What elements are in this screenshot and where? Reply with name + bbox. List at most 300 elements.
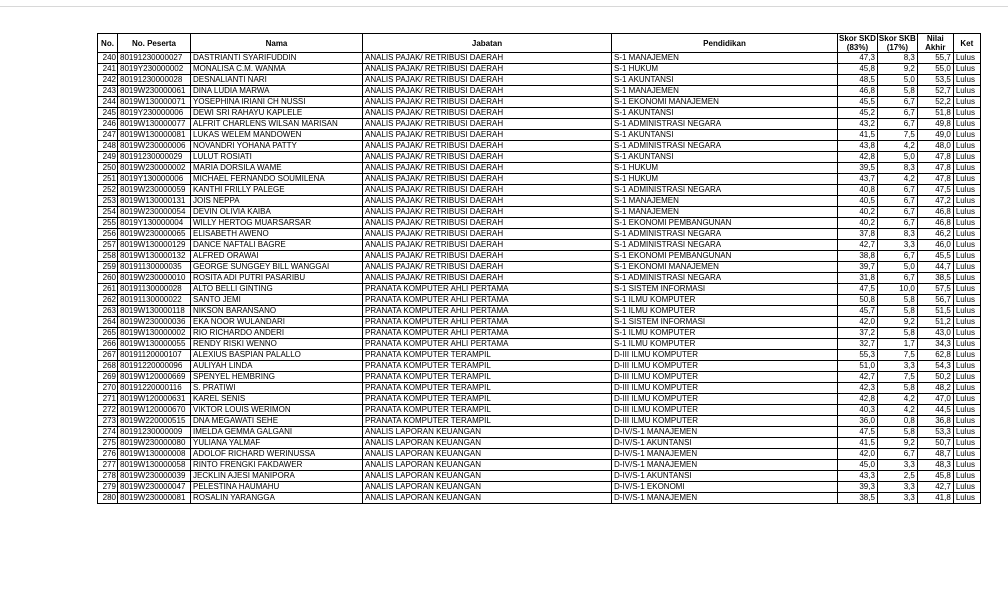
cell-skb: 5,0 [877, 75, 917, 86]
cell-skb: 8,3 [877, 163, 917, 174]
cell-ket: Lulus [953, 317, 980, 328]
table-row [98, 207, 981, 218]
cell-pendidikan: S-1 AKUNTANSI [612, 152, 838, 163]
cell-jabatan: ANALIS PAJAK/ RETRIBUSI DAERAH [363, 141, 612, 152]
cell-jabatan: ANALIS PAJAK/ RETRIBUSI DAERAH [363, 75, 612, 86]
table-row [98, 218, 981, 229]
cell-peserta: 8019W130000002 [118, 328, 191, 339]
cell-ket: Lulus [953, 416, 980, 427]
cell-jabatan: ANALIS LAPORAN KEUANGAN [363, 471, 612, 482]
cell-jabatan: ANALIS LAPORAN KEUANGAN [363, 427, 612, 438]
table-row [98, 273, 981, 284]
cell-jabatan: ANALIS PAJAK/ RETRIBUSI DAERAH [363, 119, 612, 130]
cell-skb: 9,2 [877, 438, 917, 449]
table-row [98, 163, 981, 174]
cell-skb: 2,5 [877, 471, 917, 482]
cell-skb: 5,8 [877, 383, 917, 394]
cell-ket: Lulus [953, 141, 980, 152]
cell-jabatan: PRANATA KOMPUTER TERAMPIL [363, 383, 612, 394]
cell-nilai: 50,2 [917, 372, 953, 383]
cell-skb: 6,7 [877, 97, 917, 108]
cell-nama: SPENYEL HEMBRING [191, 372, 363, 383]
cell-nilai: 57,5 [917, 284, 953, 295]
cell-peserta: 8019Y230000002 [118, 64, 191, 75]
cell-skd: 48,5 [838, 75, 878, 86]
cell-pendidikan: D-III ILMU KOMPUTER [612, 416, 838, 427]
cell-peserta: 8019W130000118 [118, 306, 191, 317]
cell-skd: 39,7 [838, 262, 878, 273]
cell-skb: 0,8 [877, 416, 917, 427]
cell-pendidikan: S-1 ADMINISTRASI NEGARA [612, 240, 838, 251]
cell-nama: LULUT ROSIATI [191, 152, 363, 163]
cell-ket: Lulus [953, 427, 980, 438]
cell-skb: 4,2 [877, 394, 917, 405]
cell-nilai: 47,8 [917, 174, 953, 185]
cell-pendidikan: S-1 EKONOMI MANAJEMEN [612, 97, 838, 108]
cell-skb: 9,2 [877, 317, 917, 328]
cell-pendidikan: S-1 ADMINISTRASI NEGARA [612, 229, 838, 240]
cell-nama: RIO RICHARDO ANDERI [191, 328, 363, 339]
cell-no: 243 [98, 86, 118, 97]
cell-pendidikan: S-1 SISTEM INFORMASI [612, 317, 838, 328]
cell-skb: 7,5 [877, 130, 917, 141]
cell-jabatan: PRANATA KOMPUTER TERAMPIL [363, 416, 612, 427]
cell-jabatan: ANALIS PAJAK/ RETRIBUSI DAERAH [363, 86, 612, 97]
cell-ket: Lulus [953, 284, 980, 295]
table-row [98, 130, 981, 141]
cell-skd: 31,8 [838, 273, 878, 284]
table-row [98, 86, 981, 97]
cell-ket: Lulus [953, 306, 980, 317]
cell-ket: Lulus [953, 493, 980, 504]
cell-skd: 43,8 [838, 141, 878, 152]
cell-nilai: 45,8 [917, 471, 953, 482]
cell-skb: 3,3 [877, 482, 917, 493]
cell-jabatan: ANALIS PAJAK/ RETRIBUSI DAERAH [363, 97, 612, 108]
table-row [98, 174, 981, 185]
cell-no: 278 [98, 471, 118, 482]
cell-nama: DNA MEGAWATI SEHE [191, 416, 363, 427]
cell-ket: Lulus [953, 130, 980, 141]
cell-skb: 6,7 [877, 119, 917, 130]
cell-ket: Lulus [953, 207, 980, 218]
cell-nama: PELESTINA HAUMAHU [191, 482, 363, 493]
cell-no: 255 [98, 218, 118, 229]
cell-pendidikan: S-1 ILMU KOMPUTER [612, 339, 838, 350]
cell-peserta: 8019W230000006 [118, 141, 191, 152]
table-row [98, 284, 981, 295]
cell-peserta: 8019W230000002 [118, 163, 191, 174]
cell-skb: 3,3 [877, 240, 917, 251]
table-row [98, 141, 981, 152]
cell-jabatan: ANALIS PAJAK/ RETRIBUSI DAERAH [363, 108, 612, 119]
cell-skd: 55,3 [838, 350, 878, 361]
table-row [98, 482, 981, 493]
cell-skb: 6,7 [877, 218, 917, 229]
header-jabatan: Jabatan [363, 34, 612, 53]
cell-jabatan: ANALIS PAJAK/ RETRIBUSI DAERAH [363, 163, 612, 174]
cell-no: 245 [98, 108, 118, 119]
cell-no: 248 [98, 141, 118, 152]
cell-peserta: 8019W230000047 [118, 482, 191, 493]
cell-nilai: 55,7 [917, 53, 953, 64]
cell-jabatan: ANALIS PAJAK/ RETRIBUSI DAERAH [363, 174, 612, 185]
cell-jabatan: ANALIS PAJAK/ RETRIBUSI DAERAH [363, 218, 612, 229]
cell-peserta: 8019W230000036 [118, 317, 191, 328]
cell-skb: 5,8 [877, 295, 917, 306]
cell-peserta: 8019W120000670 [118, 405, 191, 416]
cell-nama: ELISABETH AWENO [191, 229, 363, 240]
header-row [98, 34, 981, 53]
cell-nama: MONALISA C.M. WANMA [191, 64, 363, 75]
cell-nilai: 51,2 [917, 317, 953, 328]
cell-jabatan: PRANATA KOMPUTER AHLI PERTAMA [363, 306, 612, 317]
cell-pendidikan: S-1 ADMINISTRASI NEGARA [612, 141, 838, 152]
cell-no: 244 [98, 97, 118, 108]
cell-ket: Lulus [953, 328, 980, 339]
cell-skb: 6,7 [877, 185, 917, 196]
cell-pendidikan: D-III ILMU KOMPUTER [612, 394, 838, 405]
table-row [98, 108, 981, 119]
cell-no: 258 [98, 251, 118, 262]
header-skd [838, 34, 878, 53]
cell-peserta: 8019W130000132 [118, 251, 191, 262]
cell-peserta: 8019Y230000006 [118, 108, 191, 119]
cell-jabatan: PRANATA KOMPUTER TERAMPIL [363, 394, 612, 405]
cell-ket: Lulus [953, 449, 980, 460]
cell-skb: 7,5 [877, 372, 917, 383]
cell-skd: 41,5 [838, 438, 878, 449]
cell-ket: Lulus [953, 174, 980, 185]
cell-no: 251 [98, 174, 118, 185]
cell-nilai: 51,5 [917, 306, 953, 317]
cell-skb: 5,0 [877, 262, 917, 273]
cell-no: 270 [98, 383, 118, 394]
cell-nilai: 47,2 [917, 196, 953, 207]
cell-pendidikan: S-1 HUKUM [612, 64, 838, 75]
table-row [98, 251, 981, 262]
cell-pendidikan: S-1 ILMU KOMPUTER [612, 306, 838, 317]
cell-skb: 9,2 [877, 64, 917, 75]
cell-nilai: 45,5 [917, 251, 953, 262]
cell-peserta: 80191230000028 [118, 75, 191, 86]
table-row [98, 405, 981, 416]
cell-jabatan: ANALIS PAJAK/ RETRIBUSI DAERAH [363, 130, 612, 141]
cell-no: 242 [98, 75, 118, 86]
cell-peserta: 8019W130000058 [118, 460, 191, 471]
cell-ket: Lulus [953, 273, 980, 284]
cell-skd: 42,7 [838, 372, 878, 383]
header-nilai-line1: Nilai [926, 34, 944, 43]
cell-nama: GEORGE SUNGGEY BILL WANGGAI [191, 262, 363, 273]
cell-no: 252 [98, 185, 118, 196]
cell-skb: 4,2 [877, 141, 917, 152]
cell-skb: 10,0 [877, 284, 917, 295]
cell-ket: Lulus [953, 75, 980, 86]
cell-pendidikan: D-IV/S-1 EKONOMI [612, 482, 838, 493]
cell-skb: 5,8 [877, 86, 917, 97]
cell-nama: YOSEPHINA IRIANI CH NUSSI [191, 97, 363, 108]
cell-nama: NIKSON BARANSANO [191, 306, 363, 317]
cell-skb: 5,8 [877, 427, 917, 438]
cell-ket: Lulus [953, 394, 980, 405]
table-row [98, 53, 981, 64]
cell-skb: 6,7 [877, 273, 917, 284]
results-table [97, 33, 981, 504]
cell-pendidikan: S-1 ADMINISTRASI NEGARA [612, 119, 838, 130]
cell-nama: LUKAS WELEM MANDOWEN [191, 130, 363, 141]
cell-jabatan: ANALIS PAJAK/ RETRIBUSI DAERAH [363, 185, 612, 196]
cell-no: 272 [98, 405, 118, 416]
cell-skd: 43,2 [838, 119, 878, 130]
table-row [98, 306, 981, 317]
cell-nama: ROSALIN YARANGGA [191, 493, 363, 504]
cell-nilai: 53,5 [917, 75, 953, 86]
cell-no: 268 [98, 361, 118, 372]
table-row [98, 240, 981, 251]
cell-skb: 5,0 [877, 152, 917, 163]
table-body [98, 53, 981, 504]
cell-ket: Lulus [953, 185, 980, 196]
cell-no: 271 [98, 394, 118, 405]
cell-jabatan: PRANATA KOMPUTER TERAMPIL [363, 361, 612, 372]
cell-jabatan: PRANATA KOMPUTER TERAMPIL [363, 372, 612, 383]
table-row [98, 383, 981, 394]
cell-pendidikan: S-1 MANAJEMEN [612, 196, 838, 207]
header-pendidikan: Pendidikan [612, 34, 838, 53]
cell-ket: Lulus [953, 383, 980, 394]
cell-nama: DESNALIANTI NARI [191, 75, 363, 86]
cell-jabatan: ANALIS PAJAK/ RETRIBUSI DAERAH [363, 262, 612, 273]
cell-nama: ALFRED ORAWAI [191, 251, 363, 262]
cell-ket: Lulus [953, 339, 980, 350]
cell-jabatan: ANALIS PAJAK/ RETRIBUSI DAERAH [363, 229, 612, 240]
cell-ket: Lulus [953, 482, 980, 493]
cell-ket: Lulus [953, 240, 980, 251]
cell-jabatan: PRANATA KOMPUTER AHLI PERTAMA [363, 328, 612, 339]
cell-peserta: 8019W230000010 [118, 273, 191, 284]
cell-skd: 42,7 [838, 240, 878, 251]
cell-ket: Lulus [953, 64, 980, 75]
cell-nilai: 49,0 [917, 130, 953, 141]
cell-peserta: 80191130000022 [118, 295, 191, 306]
cell-skd: 32,7 [838, 339, 878, 350]
cell-nama: JOIS NEPPA [191, 196, 363, 207]
cell-jabatan: PRANATA KOMPUTER TERAMPIL [363, 405, 612, 416]
cell-skd: 42,8 [838, 394, 878, 405]
table-row [98, 97, 981, 108]
table-row [98, 372, 981, 383]
cell-no: 274 [98, 427, 118, 438]
cell-skd: 38,5 [838, 493, 878, 504]
cell-nilai: 55,0 [917, 64, 953, 75]
cell-skd: 47,3 [838, 53, 878, 64]
cell-skb: 6,7 [877, 108, 917, 119]
cell-skb: 8,3 [877, 53, 917, 64]
cell-skb: 7,5 [877, 350, 917, 361]
table-row [98, 75, 981, 86]
cell-skb: 1,7 [877, 339, 917, 350]
cell-peserta: 8019W230000080 [118, 438, 191, 449]
table-row [98, 471, 981, 482]
table-row [98, 317, 981, 328]
cell-ket: Lulus [953, 229, 980, 240]
cell-no: 263 [98, 306, 118, 317]
cell-nama: IMELDA GEMMA GALGANI [191, 427, 363, 438]
cell-peserta: 8019Y130000004 [118, 218, 191, 229]
cell-nama: ALEXIUS BASPIAN PALALLO [191, 350, 363, 361]
cell-jabatan: ANALIS PAJAK/ RETRIBUSI DAERAH [363, 196, 612, 207]
cell-no: 253 [98, 196, 118, 207]
cell-pendidikan: S-1 AKUNTANSI [612, 130, 838, 141]
cell-pendidikan: S-1 ADMINISTRASI NEGARA [612, 185, 838, 196]
cell-pendidikan: S-1 HUKUM [612, 174, 838, 185]
cell-nilai: 49,8 [917, 119, 953, 130]
cell-nama: DASTRIANTI SYARIFUDDIN [191, 53, 363, 64]
cell-nilai: 47,8 [917, 163, 953, 174]
cell-skd: 42,8 [838, 152, 878, 163]
cell-jabatan: ANALIS PAJAK/ RETRIBUSI DAERAH [363, 251, 612, 262]
cell-skd: 46,8 [838, 86, 878, 97]
table-row [98, 295, 981, 306]
cell-peserta: 80191130000028 [118, 284, 191, 295]
cell-no: 246 [98, 119, 118, 130]
cell-jabatan: ANALIS LAPORAN KEUANGAN [363, 482, 612, 493]
cell-nilai: 48,2 [917, 383, 953, 394]
cell-pendidikan: D-IV/S-1 MANAJEMEN [612, 427, 838, 438]
cell-nama: KANTHI FRILLY PALEGE [191, 185, 363, 196]
cell-skd: 50,8 [838, 295, 878, 306]
cell-no: 280 [98, 493, 118, 504]
cell-no: 265 [98, 328, 118, 339]
cell-nilai: 36,8 [917, 416, 953, 427]
cell-ket: Lulus [953, 262, 980, 273]
cell-nama: WILLY HERTOG MUARSARSAR [191, 218, 363, 229]
cell-nama: KAREL SENIS [191, 394, 363, 405]
cell-no: 259 [98, 262, 118, 273]
cell-peserta: 8019Y130000006 [118, 174, 191, 185]
cell-pendidikan: S-1 SISTEM INFORMASI [612, 284, 838, 295]
cell-skd: 40,8 [838, 185, 878, 196]
cell-nilai: 48,7 [917, 449, 953, 460]
cell-nilai: 50,7 [917, 438, 953, 449]
cell-peserta: 8019W230000065 [118, 229, 191, 240]
cell-skd: 40,3 [838, 405, 878, 416]
cell-peserta: 80191220000096 [118, 361, 191, 372]
table-row [98, 493, 981, 504]
header-skb [877, 34, 917, 53]
cell-nama: DEWI SRI RAHAYU KAPLELE [191, 108, 363, 119]
cell-skd: 42,3 [838, 383, 878, 394]
cell-peserta: 8019W230000054 [118, 207, 191, 218]
table-row [98, 460, 981, 471]
cell-peserta: 80191230000009 [118, 427, 191, 438]
cell-skb: 3,3 [877, 361, 917, 372]
cell-no: 264 [98, 317, 118, 328]
cell-skb: 6,7 [877, 449, 917, 460]
cell-no: 276 [98, 449, 118, 460]
cell-jabatan: ANALIS LAPORAN KEUANGAN [363, 438, 612, 449]
cell-peserta: 8019W130000081 [118, 130, 191, 141]
cell-skb: 6,7 [877, 251, 917, 262]
cell-nama: S. PRATIWI [191, 383, 363, 394]
cell-nilai: 46,2 [917, 229, 953, 240]
cell-nama: RENDY RISKI WENNO [191, 339, 363, 350]
cell-nama: AULIYAH LINDA [191, 361, 363, 372]
cell-no: 250 [98, 163, 118, 174]
cell-peserta: 8019W230000081 [118, 493, 191, 504]
cell-nilai: 46,0 [917, 240, 953, 251]
cell-nilai: 53,3 [917, 427, 953, 438]
cell-jabatan: ANALIS LAPORAN KEUANGAN [363, 460, 612, 471]
cell-nama: YULIANA YALMAF [191, 438, 363, 449]
cell-peserta: 80191230000027 [118, 53, 191, 64]
header-no: No. [98, 34, 118, 53]
cell-ket: Lulus [953, 119, 980, 130]
cell-peserta: 80191220000116 [118, 383, 191, 394]
cell-ket: Lulus [953, 53, 980, 64]
cell-nilai: 52,7 [917, 86, 953, 97]
cell-pendidikan: D-III ILMU KOMPUTER [612, 405, 838, 416]
table-header [98, 34, 981, 53]
cell-nilai: 47,0 [917, 394, 953, 405]
table-row [98, 416, 981, 427]
cell-skd: 38,8 [838, 251, 878, 262]
cell-no: 267 [98, 350, 118, 361]
cell-skd: 45,5 [838, 97, 878, 108]
cell-peserta: 80191120000107 [118, 350, 191, 361]
table-row [98, 196, 981, 207]
cell-peserta: 8019W230000059 [118, 185, 191, 196]
cell-no: 279 [98, 482, 118, 493]
table-row [98, 438, 981, 449]
cell-pendidikan: D-III ILMU KOMPUTER [612, 361, 838, 372]
cell-ket: Lulus [953, 196, 980, 207]
cell-skb: 3,3 [877, 460, 917, 471]
cell-nilai: 38,5 [917, 273, 953, 284]
cell-nilai: 48,3 [917, 460, 953, 471]
header-skd-line1: Skor SKD [839, 34, 876, 43]
cell-ket: Lulus [953, 97, 980, 108]
cell-peserta: 8019W130000131 [118, 196, 191, 207]
cell-skb: 5,8 [877, 306, 917, 317]
cell-pendidikan: S-1 EKONOMI PEMBANGUNAN [612, 251, 838, 262]
cell-skb: 4,2 [877, 174, 917, 185]
cell-skb: 4,2 [877, 405, 917, 416]
cell-jabatan: ANALIS PAJAK/ RETRIBUSI DAERAH [363, 207, 612, 218]
cell-no: 240 [98, 53, 118, 64]
cell-ket: Lulus [953, 350, 980, 361]
cell-jabatan: ANALIS LAPORAN KEUANGAN [363, 449, 612, 460]
cell-nama: ALTO BELLI GINTING [191, 284, 363, 295]
cell-pendidikan: S-1 EKONOMI MANAJEMEN [612, 262, 838, 273]
header-skb-line2: (17%) [886, 43, 909, 52]
cell-ket: Lulus [953, 152, 980, 163]
cell-peserta: 8019W230000061 [118, 86, 191, 97]
cell-jabatan: PRANATA KOMPUTER AHLI PERTAMA [363, 284, 612, 295]
cell-peserta: 8019W130000008 [118, 449, 191, 460]
table-row [98, 152, 981, 163]
cell-peserta: 8019W130000129 [118, 240, 191, 251]
cell-no: 256 [98, 229, 118, 240]
cell-peserta: 8019W120000631 [118, 394, 191, 405]
cell-ket: Lulus [953, 372, 980, 383]
cell-jabatan: ANALIS PAJAK/ RETRIBUSI DAERAH [363, 273, 612, 284]
cell-skd: 37,2 [838, 328, 878, 339]
cell-nilai: 62,8 [917, 350, 953, 361]
cell-no: 260 [98, 273, 118, 284]
cell-pendidikan: S-1 ADMINISTRASI NEGARA [612, 273, 838, 284]
